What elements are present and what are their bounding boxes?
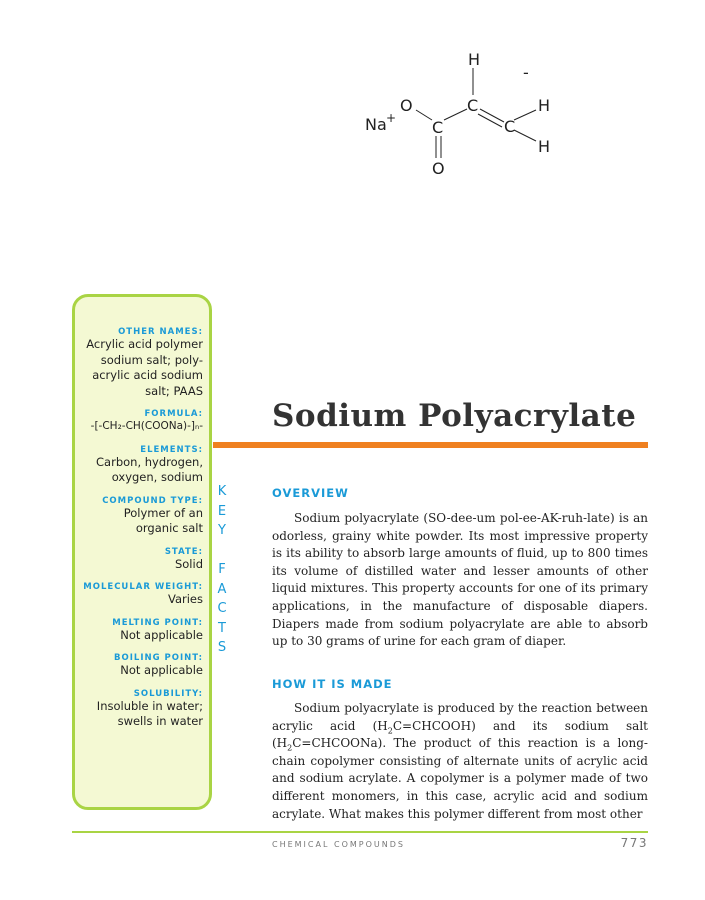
fact-value-state: Solid	[174, 556, 203, 571]
bond-c-h-top	[514, 110, 536, 120]
fact-value-melting-point: Not applicable	[120, 627, 203, 642]
key-facts-letter: C	[217, 601, 227, 616]
fact-label-formula: FORMULA:	[144, 409, 203, 419]
fact-value-boiling-point: Not applicable	[120, 663, 203, 677]
atom-h-right-bottom: H	[538, 137, 551, 156]
key-facts-box	[72, 294, 212, 810]
fact-label-molecular-weight: MOLECULAR WEIGHT:	[83, 582, 203, 592]
fact-value-formula: -[-CH₂-CH(COONa)-]ₙ-	[90, 420, 203, 432]
fact-label-solubility: SOLUBILITY:	[133, 688, 203, 699]
fact-label-melting-point: MELTING POINT:	[112, 617, 203, 628]
atom-c-carboxyl: C	[432, 118, 444, 137]
bond-double-1	[480, 109, 504, 122]
key-facts-letter: S	[217, 640, 227, 655]
key-facts-letter: K	[217, 484, 227, 499]
subscript-2: 2	[287, 743, 293, 753]
fact-label-other-names: OTHER NAMES:	[118, 327, 203, 337]
fact-label-compound-type: COMPOUND TYPE:	[102, 495, 203, 506]
bond-c-c	[444, 109, 467, 120]
how-made-text-2: C=CHCOOH) and its sodium salt (H	[272, 718, 648, 751]
key-facts-letter: T	[218, 620, 226, 636]
fact-value-elements: Carbon, hydrogen, oxygen, sodium	[96, 454, 203, 484]
fact-label-boiling-point: BOILING POINT:	[114, 653, 203, 663]
page-number: 773	[620, 836, 648, 850]
how-made-heading: HOW IT IS MADE	[272, 677, 393, 691]
fact-label-elements: ELEMENTS:	[140, 444, 203, 455]
atom-o-double: O	[432, 159, 445, 178]
fact-label-state: STATE:	[164, 546, 203, 557]
bond-double-2	[478, 114, 502, 127]
fact-value-molecular-weight: Varies	[167, 592, 203, 606]
page-title: Sodium Polyacrylate	[272, 398, 637, 434]
footer-running-title: CHEMICAL COMPOUNDS	[272, 840, 405, 849]
structure-diagram	[340, 40, 600, 190]
how-made-text-3: C=CHCOONa). The product of this reaction is a long-chain copolymer consisting of alternate units of acrylic acid and sodium acrylate. A copolymer is a polymer made of two different monomers, in this case, acrylic acid and sodium acrylate. What makes this polymer different from most other	[272, 736, 648, 821]
subscript-2: 2	[387, 725, 393, 735]
charge-plus: +	[386, 111, 397, 125]
chemical-structure	[340, 40, 600, 190]
key-facts-letter: Y	[218, 523, 226, 538]
atom-h-right-top: H	[538, 96, 551, 115]
atom-c-middle: C	[467, 96, 479, 115]
charge-minus: -	[523, 63, 529, 82]
key-facts-letter: F	[218, 562, 226, 577]
title-rule	[213, 442, 648, 448]
atom-na: Na	[365, 115, 387, 134]
bond-c-h-bottom	[514, 130, 536, 141]
overview-paragraph: Sodium polyacrylate (SO-dee-um pol-ee-AK-ruh-late) is an odorless, grainy white powder. Its most impressive property is its ability to absorb large amounts of fluid, up to 800 times its volume of distilled water and lesser amounts of other liquid mixtures. This property accounts for one of its primary applications, in the manufacture of disposable diapers. Diapers made from sodium polyacrylate are able to absorb up to 30 grams of urine for each gram of diaper.	[272, 511, 648, 649]
atom-h-top: H	[468, 50, 481, 69]
key-facts-letter	[213, 541, 231, 561]
footer-rule	[72, 831, 648, 833]
how-made-text-1: Sodium polyacrylate is produced by the reaction between acrylic acid (H	[272, 701, 648, 733]
key-facts-letter: A	[217, 581, 227, 597]
bond-o-c	[416, 110, 432, 120]
fact-value-solubility: Insoluble in water; swells in water	[96, 698, 203, 728]
fact-value-other-names: Acrylic acid polymer sodium salt; poly-acrylic acid sodium salt; PAAS	[86, 337, 203, 398]
atom-c-end: C	[504, 117, 516, 136]
overview-heading: OVERVIEW	[272, 486, 349, 500]
key-facts-vertical-label	[213, 482, 231, 658]
how-made-paragraph	[272, 700, 648, 823]
fact-value-compound-type: Polymer of an organic salt	[123, 505, 203, 535]
key-facts-letter: E	[217, 503, 227, 519]
atom-o-single: O	[400, 96, 413, 115]
